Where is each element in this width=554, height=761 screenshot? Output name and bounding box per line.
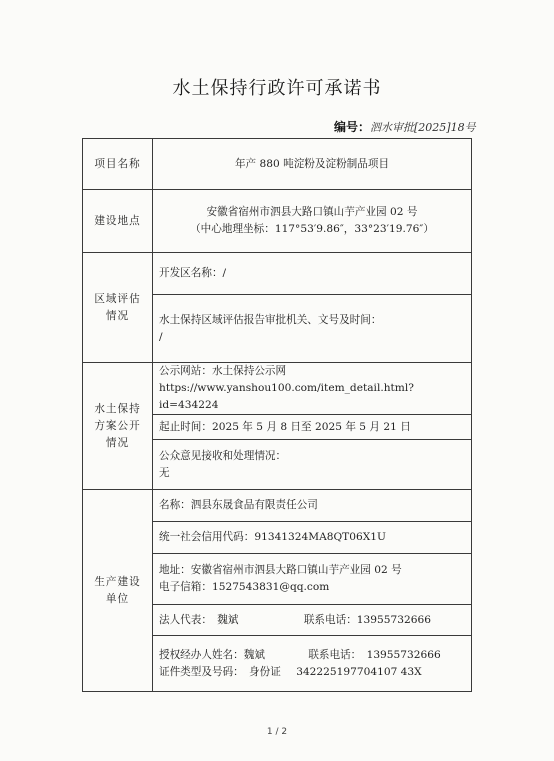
- unit-credit-code: 统一社会信用代码：91341324MA8QT06X1U: [153, 522, 472, 554]
- unit-contact: [153, 554, 472, 605]
- unit-agent-line: [159, 647, 465, 664]
- location-label: 建设地点: [83, 190, 153, 253]
- disclosure-opinion-value: 无: [159, 466, 170, 479]
- region-approval-value: /: [159, 330, 163, 343]
- unit-id-number: 342225197704107 43X: [296, 665, 422, 678]
- document-title: 水土保持行政许可承诺书: [172, 78, 382, 99]
- row-disclosure-site: [83, 363, 472, 415]
- location-address: 安徽省宿州市泗县大路口镇山芋产业园 02 号: [206, 206, 418, 218]
- unit-label-line2: 单位: [105, 592, 130, 605]
- page-number: 1 / 2: [266, 727, 288, 737]
- location-value: [153, 190, 472, 253]
- unit-name: 名称：泗县东晟食品有限责任公司: [153, 490, 472, 522]
- disclosure-label: [83, 363, 153, 490]
- project-name-label: 项目名称: [83, 139, 153, 190]
- location-coordinates: （中心地理坐标：117°53′9.86″，33°23′19.76″）: [190, 223, 434, 235]
- disclosure-opinion: [153, 440, 472, 490]
- disclosure-website: [153, 363, 472, 415]
- disclosure-site-url: https://www.yanshou100.com/item_detail.html?id=434224: [159, 382, 414, 411]
- row-region-zone: [83, 253, 472, 295]
- unit-agent-name: 授权经办人姓名：魏斌: [159, 648, 265, 661]
- disclosure-site-label: 公示网站：水土保持公示网: [159, 365, 287, 377]
- document-number: [334, 118, 476, 135]
- project-name-value: 年产 880 吨淀粉及淀粉制品项目: [153, 139, 472, 190]
- row-location: [83, 190, 472, 253]
- region-label: [83, 253, 153, 363]
- unit-label: [83, 490, 153, 692]
- region-label-line1: 区域评估: [94, 292, 141, 305]
- unit-legal-phone: 联系电话：13955732666: [303, 613, 431, 626]
- region-approval: [153, 295, 472, 363]
- unit-id-line: [159, 664, 465, 681]
- disclosure-label-line2: 方案公开: [94, 419, 141, 432]
- unit-agent-info: [153, 636, 472, 692]
- disclosure-opinion-label: 公众意见接收和处理情况：: [159, 449, 287, 462]
- unit-id-type: 证件类型及号码： 身份证: [159, 665, 281, 678]
- document-number-value: 泗水审批[2025]18号: [370, 121, 476, 134]
- row-unit-name: [83, 490, 472, 522]
- disclosure-label-line1: 水土保持: [94, 402, 141, 415]
- unit-legal-rep: 法人代表： 魏斌: [159, 613, 239, 626]
- region-approval-label: 水土保持区域评估报告审批机关、文号及时间：: [159, 313, 382, 326]
- region-zone-name: 开发区名称：/: [153, 253, 472, 295]
- row-project-name: [83, 139, 472, 190]
- disclosure-period: 起止时间：2025 年 5 月 8 日至 2025 年 5 月 21 日: [153, 415, 472, 440]
- unit-address: 地址：安徽省宿州市泗县大路口镇山芋产业园 02 号: [159, 564, 402, 576]
- unit-agent-phone: 联系电话： 13955732666: [308, 648, 441, 661]
- disclosure-label-line3: 情况: [105, 436, 130, 449]
- unit-label-line1: 生产建设: [94, 575, 141, 588]
- region-label-line2: 情况: [105, 309, 130, 322]
- commitment-form-table: [82, 138, 472, 692]
- unit-email: 电子信箱：1527543831@qq.com: [159, 581, 330, 593]
- document-number-label: 编号：: [334, 120, 371, 134]
- unit-legal: [153, 605, 472, 636]
